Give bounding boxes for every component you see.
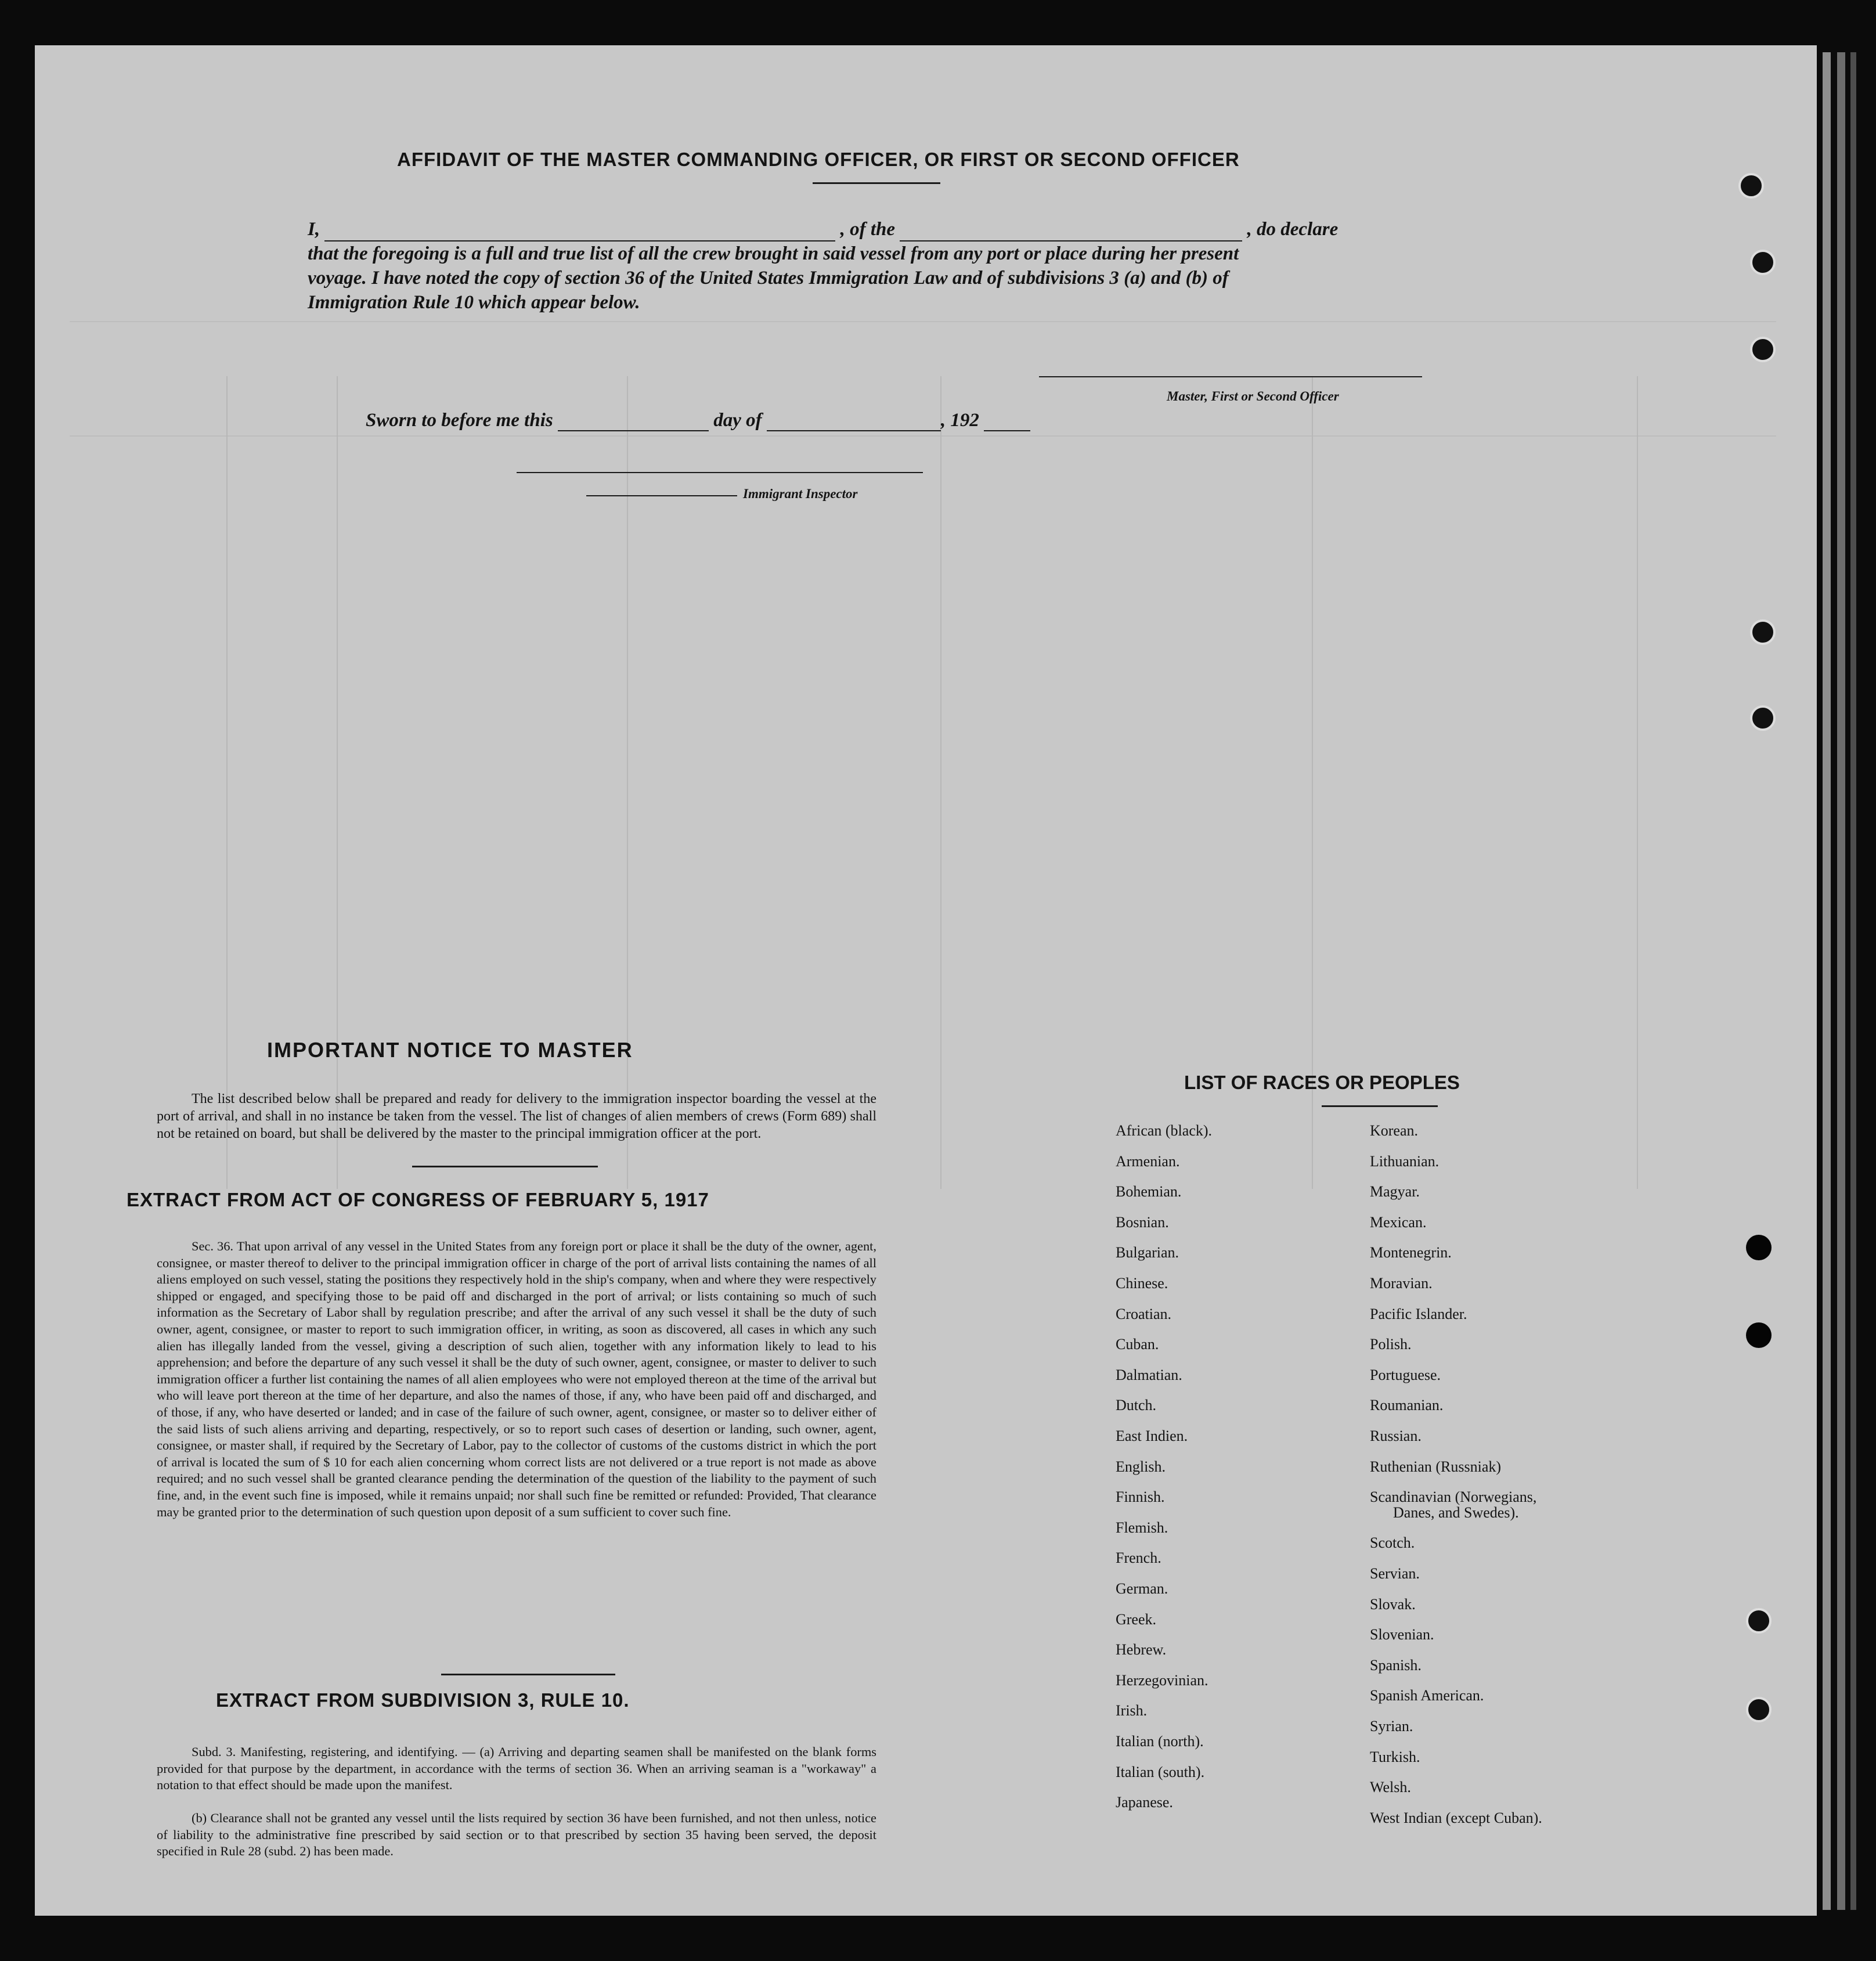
sworn-day: day of bbox=[713, 410, 762, 431]
race-item: Italian (south). bbox=[1116, 1763, 1205, 1780]
rule10-title: EXTRACT FROM SUBDIVISION 3, RULE 10. bbox=[216, 1689, 630, 1711]
race-item: Mexican. bbox=[1370, 1213, 1427, 1231]
declaration-of: , of the bbox=[840, 219, 896, 240]
bleed-through-line bbox=[337, 376, 338, 1189]
race-item: East Indien. bbox=[1116, 1428, 1188, 1444]
affidavit-declaration bbox=[308, 217, 1463, 315]
race-item: West Indian (except Cuban). bbox=[1370, 1809, 1542, 1826]
race-item: Bulgarian. bbox=[1116, 1244, 1179, 1261]
declaration-line-4: Immigration Rule 10 which appear below. bbox=[308, 292, 640, 313]
race-item: Italian (north). bbox=[1116, 1733, 1204, 1750]
race-item: Irish. bbox=[1116, 1702, 1148, 1720]
bleed-through-line bbox=[1312, 376, 1313, 1189]
race-item: Servian. bbox=[1370, 1565, 1420, 1582]
punch-hole bbox=[1750, 250, 1776, 275]
month-blank bbox=[767, 430, 941, 431]
race-item: Dutch. bbox=[1116, 1397, 1157, 1414]
inspector-label: Immigrant Inspector bbox=[743, 486, 858, 501]
race-item: Chinese. bbox=[1116, 1275, 1168, 1292]
declaration-line-3: voyage. I have noted the copy of section 36 of the United States Immigration Law and of subdivisions 3 (a) and (b) of bbox=[308, 268, 1229, 289]
punch-hole bbox=[1750, 619, 1776, 645]
race-item: Spanish. bbox=[1370, 1656, 1422, 1674]
race-item: Lithuanian. bbox=[1370, 1152, 1440, 1170]
race-item: Scandinavian (Norwegians, bbox=[1370, 1488, 1537, 1506]
punch-hole bbox=[1746, 1235, 1772, 1260]
race-item: Herzegovinian. bbox=[1116, 1671, 1208, 1689]
race-item: Moravian. bbox=[1370, 1275, 1433, 1292]
sworn-prefix: Sworn to before me this bbox=[366, 410, 553, 431]
punch-hole bbox=[1738, 173, 1764, 199]
punch-hole bbox=[1746, 1322, 1772, 1348]
race-item: Flemish. bbox=[1116, 1519, 1168, 1536]
sworn-line bbox=[366, 410, 1030, 431]
race-item: Slovenian. bbox=[1370, 1626, 1434, 1643]
race-item: French. bbox=[1116, 1549, 1161, 1567]
race-item: German. bbox=[1116, 1580, 1168, 1597]
notice-body: The list described below shall be prepared and ready for delivery to the immigration inspector boarding the vessel at the port of arrival, and shall in no instance be taken from the vessel. The list of changes of alien members of crews (Form 689) shall not be retained on board, but shall be delivered by the master to the principal immigration officer at the port. bbox=[157, 1091, 876, 1141]
notice-title: IMPORTANT NOTICE TO MASTER bbox=[267, 1038, 633, 1062]
section-36-text: Sec. 36. That upon arrival of any vessel in the United States from any foreign port or place it shall be the duty of the owner, agent, consignee, or master thereof to deliver to the principal immigration officer in charge of the port of arrival lists containing the names of all aliens employed on such vessel, stating the positions they respectively hold in the ship's company, when and where they were respectively shipped or engaged, and specifying those to be paid off and discharged in the port of arrival; or lists containing so much of such information as the Secretary of Labor shall by regulation prescribe; and after the arrival of any such vessel it shall be the duty of such owner, agent, consignee, or master to report to such immigration officer, in writing, as soon as discovered, all cases in which any such alien has illegally landed from the vessel, giving a description of such alien, together with any information likely to lead to his apprehension; and before the departure of any such vessel it shall be the duty of such owner, agent, consignee, or master to deliver to such immigration officer a further list containing the names of all alien employees who were not employed thereon at the time of the arrival but who will leave port thereon at the time of her departure, and also the names of those, if any, who have been paid off and discharged, and of those, if any, who have deserted or landed; and in case of the failure of such owner, agent, consignee, or master so to deliver either of the said lists of such aliens arriving and departing, respectively, or so to report such cases of desertion or landing, such owner, agent, consignee, or master shall, if required by the Secretary of Labor, pay to the collector of customs of the customs district in which the port of arrival is located the sum of $ 10 for each alien concerning whom correct lists are not delivered or a true report is not made as above required; and no such vessel shall be granted clearance pending the determination of the question of the liability to the payment of such fine, and, in the event such fine is imposed, while it remains unpaid; nor shall such fine be remitted or refunded: Provided, That clearance may be granted prior to the determination of such question upon deposit of a sum sufficient to cover such fine. bbox=[157, 1239, 876, 1519]
race-item: Bosnian. bbox=[1116, 1213, 1169, 1231]
declaration-line-2: that the foregoing is a full and true list of all the crew brought in said vessel from any port or place during her present bbox=[308, 243, 1239, 264]
race-item: Armenian. bbox=[1116, 1152, 1180, 1170]
punch-hole bbox=[1746, 1697, 1772, 1722]
race-item: Korean. bbox=[1370, 1122, 1419, 1139]
punch-hole bbox=[1750, 705, 1776, 731]
race-item: Hebrew. bbox=[1116, 1641, 1167, 1659]
bleed-through-line bbox=[70, 321, 1776, 322]
title-rule bbox=[813, 182, 940, 184]
paper-edge bbox=[1823, 52, 1831, 1910]
bleed-through-line bbox=[226, 376, 228, 1189]
manifest-page bbox=[35, 45, 1817, 1916]
bleed-through-line bbox=[1637, 376, 1638, 1189]
race-item: English. bbox=[1116, 1458, 1166, 1475]
punch-hole bbox=[1746, 1608, 1772, 1634]
title-rule bbox=[1322, 1105, 1438, 1107]
race-item: Ruthenian (Russniak) bbox=[1370, 1458, 1502, 1475]
bleed-through-line bbox=[940, 376, 941, 1189]
race-item: Welsh. bbox=[1370, 1779, 1411, 1796]
race-item: Dalmatian. bbox=[1116, 1366, 1182, 1383]
section-rule bbox=[412, 1166, 598, 1167]
race-item: Slovak. bbox=[1370, 1595, 1416, 1613]
section-rule bbox=[441, 1674, 615, 1675]
race-item: Greek. bbox=[1116, 1610, 1157, 1628]
race-item: Turkish. bbox=[1370, 1748, 1420, 1765]
subdivision-a-text: Subd. 3. Manifesting, registering, and identifying. — (a) Arriving and departing seamen shall be manifested on the blank forms provided for that purpose by the department, in accordance with the terms of section 36. When an arriving seaman is a "workaway" a notation to that effect should be made upon the manifest. bbox=[157, 1744, 876, 1793]
declaration-declare: , do declare bbox=[1247, 219, 1339, 240]
paper-edge bbox=[1837, 52, 1845, 1910]
bleed-through-line bbox=[627, 376, 628, 1189]
race-item: Spanish American. bbox=[1370, 1687, 1484, 1704]
race-item: Polish. bbox=[1370, 1336, 1412, 1353]
race-item: Scotch. bbox=[1370, 1534, 1415, 1552]
sworn-year: , 192 bbox=[940, 410, 979, 431]
race-item: African (black). bbox=[1116, 1122, 1213, 1139]
race-item: Magyar. bbox=[1370, 1183, 1420, 1201]
declaration-i: I, bbox=[308, 219, 320, 240]
race-item: Roumanian. bbox=[1370, 1397, 1444, 1414]
races-title: LIST OF RACES OR PEOPLES bbox=[1184, 1072, 1460, 1093]
race-item: Croatian. bbox=[1116, 1305, 1172, 1322]
act-title: EXTRACT FROM ACT OF CONGRESS OF FEBRUARY 5, 1917 bbox=[127, 1189, 709, 1210]
race-item: Cuban. bbox=[1116, 1336, 1159, 1353]
year-blank bbox=[984, 430, 1030, 431]
affidavit-title: AFFIDAVIT OF THE MASTER COMMANDING OFFICER, OR FIRST OR SECOND OFFICER bbox=[397, 149, 1240, 170]
race-item: Finnish. bbox=[1116, 1488, 1165, 1506]
paper-edge bbox=[1850, 52, 1856, 1910]
day-blank bbox=[558, 430, 709, 431]
race-item: Russian. bbox=[1370, 1428, 1422, 1444]
race-item: Japanese. bbox=[1116, 1794, 1173, 1811]
signature-line bbox=[1039, 376, 1422, 377]
race-item: Portuguese. bbox=[1370, 1366, 1441, 1383]
race-item: Syrian. bbox=[1370, 1718, 1413, 1735]
race-item: Pacific Islander. bbox=[1370, 1305, 1467, 1322]
inspector-line bbox=[517, 472, 923, 473]
race-item: Bohemian. bbox=[1116, 1183, 1182, 1201]
subdivision-b-text: (b) Clearance shall not be granted any vessel until the lists required by section 36 have been furnished, and not then unless, notice of liability to the administrative fine prescribed by said section or to that prescribed by section 35 having been served, the deposit specified in Rule 28 (subd. 2) has been made. bbox=[157, 1811, 876, 1859]
inspector-line bbox=[586, 495, 737, 496]
punch-hole bbox=[1750, 337, 1776, 362]
race-item: Montenegrin. bbox=[1370, 1244, 1452, 1261]
bleed-through-line bbox=[70, 435, 1776, 437]
signature-label: Master, First or Second Officer bbox=[1167, 389, 1339, 403]
race-item: Danes, and Swedes). bbox=[1393, 1504, 1519, 1521]
